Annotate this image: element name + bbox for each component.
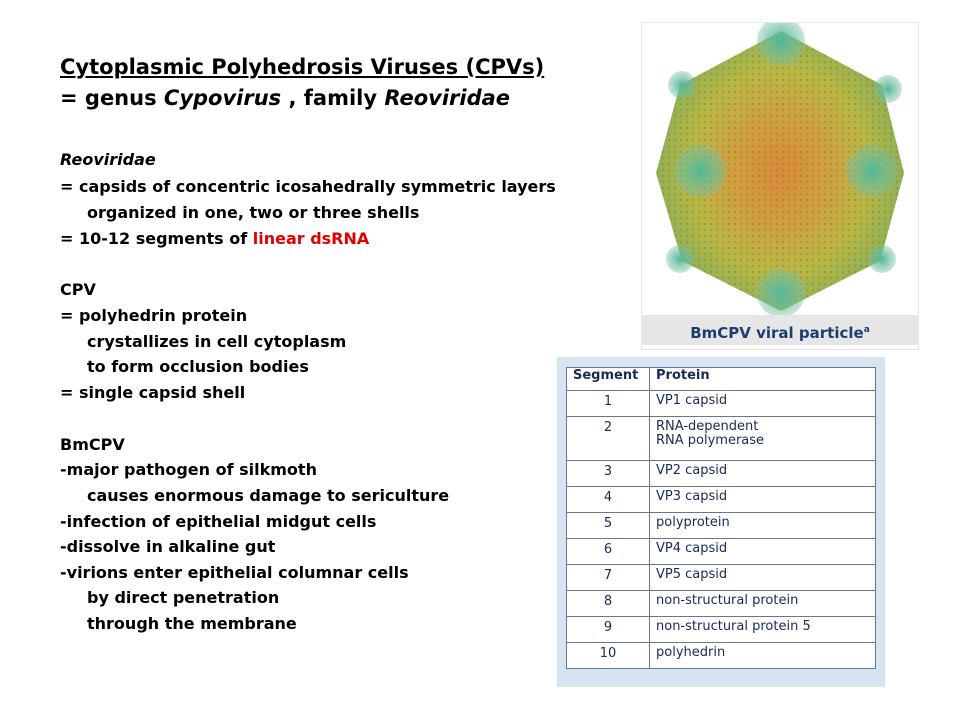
linear-dsrna-highlight: linear dsRNA (252, 229, 370, 248)
virus-particle-image (642, 23, 920, 315)
reoviridae-heading: Reoviridae (60, 150, 156, 169)
segment-cell: 10 (567, 643, 650, 669)
segment-cell: 9 (567, 617, 650, 643)
bmcpv-line-2: causes enormous damage to sericulture (87, 486, 450, 505)
family-prefix: , family (281, 86, 385, 110)
table-row (567, 539, 876, 565)
bmcpv-line-4: -dissolve in alkaline gut (60, 537, 276, 556)
family-name: Reoviridae (384, 86, 511, 110)
cpv-line-2: crystallizes in cell cytoplasm (87, 332, 347, 351)
cpv-heading: CPV (60, 280, 96, 299)
segment-cell: 4 (567, 487, 650, 513)
table-row (567, 643, 876, 669)
protein-cell-line-2: RNA polymerase (656, 433, 765, 448)
segment-column-header: Segment (567, 368, 650, 391)
cpv-line-3: to form occlusion bodies (87, 357, 309, 376)
table-row (567, 391, 876, 417)
table-header-row (567, 368, 876, 391)
protein-cell: non-structural protein (650, 591, 876, 617)
bmcpv-line-7: through the membrane (87, 614, 297, 633)
bmcpv-heading: BmCPV (60, 435, 125, 454)
protein-column-header: Protein (650, 368, 876, 391)
segment-protein-table (566, 367, 876, 669)
virus-particle-figure (641, 22, 919, 350)
segment-cell: 8 (567, 591, 650, 617)
reoviridae-line-3 (60, 229, 369, 248)
table-row (567, 617, 876, 643)
bmcpv-line-5: -virions enter epithelial columnar cells (60, 563, 409, 582)
table-row (567, 591, 876, 617)
genus-prefix: = genus (60, 86, 164, 110)
table-row (567, 461, 876, 487)
segment-cell: 5 (567, 513, 650, 539)
virus-figure-caption (642, 315, 918, 345)
segment-cell: 1 (567, 391, 650, 417)
protein-cell: polyprotein (650, 513, 876, 539)
protein-cell: non-structural protein 5 (650, 617, 876, 643)
cpv-line-1: = polyhedrin protein (60, 306, 248, 325)
table-row (567, 417, 876, 461)
segment-table-panel (557, 357, 885, 687)
bmcpv-line-1: -major pathogen of silkmoth (60, 460, 317, 479)
protein-cell: VP3 capsid (650, 487, 876, 513)
slide-title: Cytoplasmic Polyhedrosis Viruses (CPVs) (60, 55, 545, 79)
cpv-line-4: = single capsid shell (60, 383, 246, 402)
protein-cell (650, 417, 876, 461)
slide-subtitle (60, 86, 510, 110)
protein-cell: VP5 capsid (650, 565, 876, 591)
reoviridae-line-3-prefix: = 10-12 segments of (60, 229, 253, 248)
protein-cell: VP2 capsid (650, 461, 876, 487)
protein-cell: VP1 capsid (650, 391, 876, 417)
protein-cell-line-1: RNA-dependent (656, 419, 759, 434)
caption-text: BmCPV viral particle (690, 324, 864, 342)
reoviridae-line-2: organized in one, two or three shells (87, 203, 420, 222)
bmcpv-line-3: -infection of epithelial midgut cells (60, 512, 377, 531)
reoviridae-line-1: = capsids of concentric icosahedrally symmetric layers (60, 177, 556, 196)
table-row (567, 565, 876, 591)
table-row (567, 513, 876, 539)
genus-name: Cypovirus (163, 86, 282, 110)
caption-superscript: a (863, 325, 870, 335)
protein-cell: polyhedrin (650, 643, 876, 669)
segment-cell: 3 (567, 461, 650, 487)
segment-cell: 7 (567, 565, 650, 591)
bmcpv-line-6: by direct penetration (87, 588, 280, 607)
segment-cell: 6 (567, 539, 650, 565)
protein-cell: VP4 capsid (650, 539, 876, 565)
segment-cell: 2 (567, 417, 650, 461)
table-row (567, 487, 876, 513)
